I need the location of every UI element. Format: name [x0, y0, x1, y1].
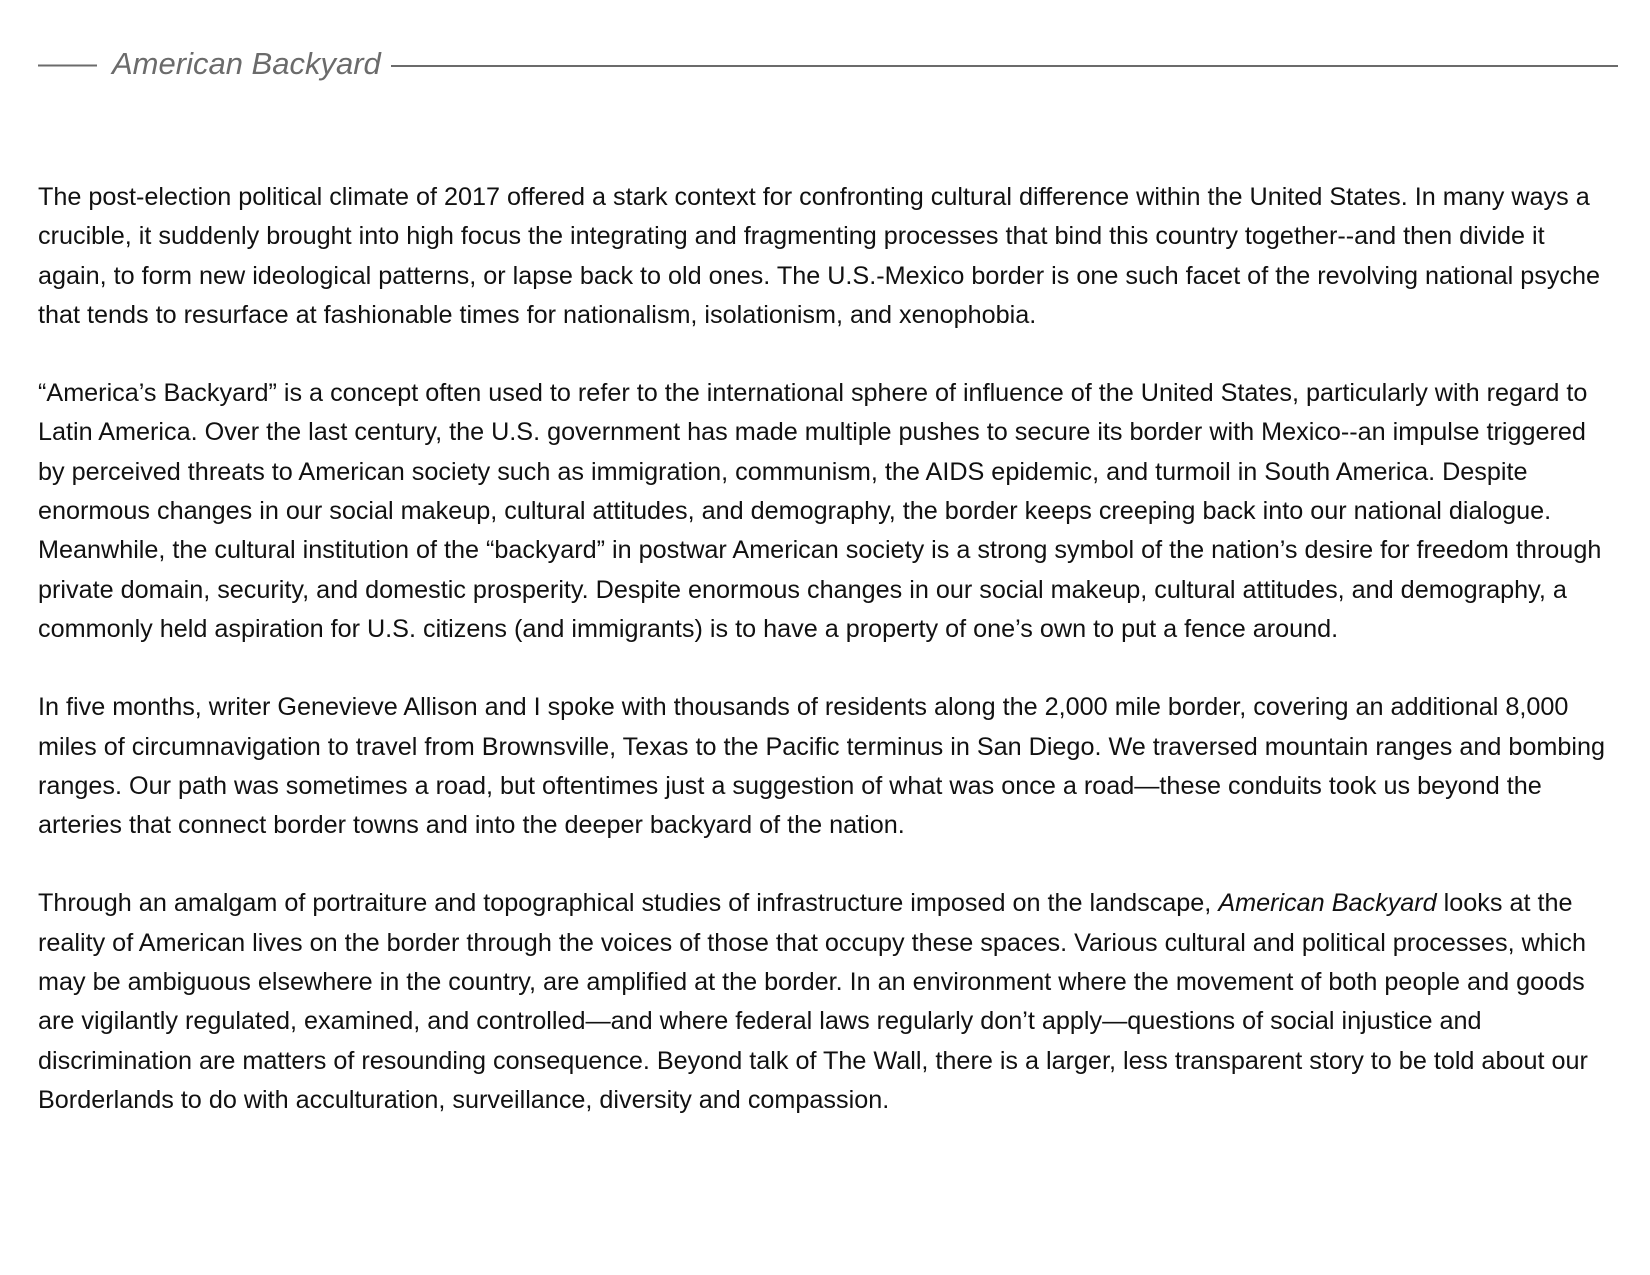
body-text — [38, 178, 1618, 1120]
paragraph-3: In five months, writer Genevieve Allison and I spoke with thousands of residents along the 2,000 mile border, covering an additional 8,000 miles of circumnavigation to travel from Brownsville, Texas to the Pacific terminus in San Diego. We traversed mountain ranges and bombing ranges. Our path was sometimes a road, but oftentimes just a suggestion of what was once a road—these conduits took us beyond the arteries that connect border towns and into the deeper backyard of the nation. — [38, 693, 1606, 840]
paragraph-4-rest: looks at the reality of American lives on the border through the voices of those that occupy these spaces. Various cultural and political processes, which may be ambiguous elsewhere in the country, are amplified at the border. In an environment where the movement of both people and goods are vigilantly regulated, examined, and controlled—and where federal laws regularly don’t apply—questions of social injustice and discrimination are matters of resounding consequence. Beyond talk of The Wall, there is a larger, less transparent story to be told about our Borderlands to do with acculturation, surveillance, diversity and compassion. — [38, 889, 1588, 1114]
section-header — [38, 34, 1618, 94]
section-title: American Backyard — [112, 46, 381, 81]
paragraph-2: “America’s Backyard” is a concept often used to refer to the international sphere of influence of the United States, particularly with regard to Latin America. Over the last century, the U.S. government has made multiple pushes to secure its border with Mexico--an impulse triggered by perceived threats to American society such as immigration, communism, the AIDS epidemic, and turmoil in South America. Despite enormous changes in our social makeup, cultural attitudes, and demography, the border keeps creeping back into our national dialogue. Meanwhile, the cultural institution of the “backyard” in postwar American society is a strong symbol of the nation’s desire for freedom through private domain, security, and domestic prosperity. Despite enormous changes in our social makeup, cultural attitudes, and demography, a commonly held aspiration for U.S. citizens (and immigrants) is to have a property of one’s own to put a fence around. — [38, 379, 1602, 643]
paragraph-4-lead: Through an amalgam of portraiture and topographical studies of infrastructure imposed on the landscape, — [38, 889, 1219, 918]
paragraph-4 — [38, 884, 1618, 1120]
document-page — [38, 0, 1618, 1159]
paragraph-4-italic-title: American Backyard — [1218, 889, 1437, 918]
header-rule — [391, 65, 1618, 67]
header-lead-dashes: —— — [38, 47, 96, 80]
paragraph-1: The post-election political climate of 2017 offered a stark context for confronting cultural difference within the United States. In many ways a crucible, it suddenly brought into high focus the integrating and fragmenting processes that bind this country together--and then divide it again, to form new ideological patterns, or lapse back to old ones. The U.S.-Mexico border is one such facet of the revolving national psyche that tends to resurface at fashionable times for nationalism, isolationism, and xenophobia. — [38, 183, 1601, 329]
